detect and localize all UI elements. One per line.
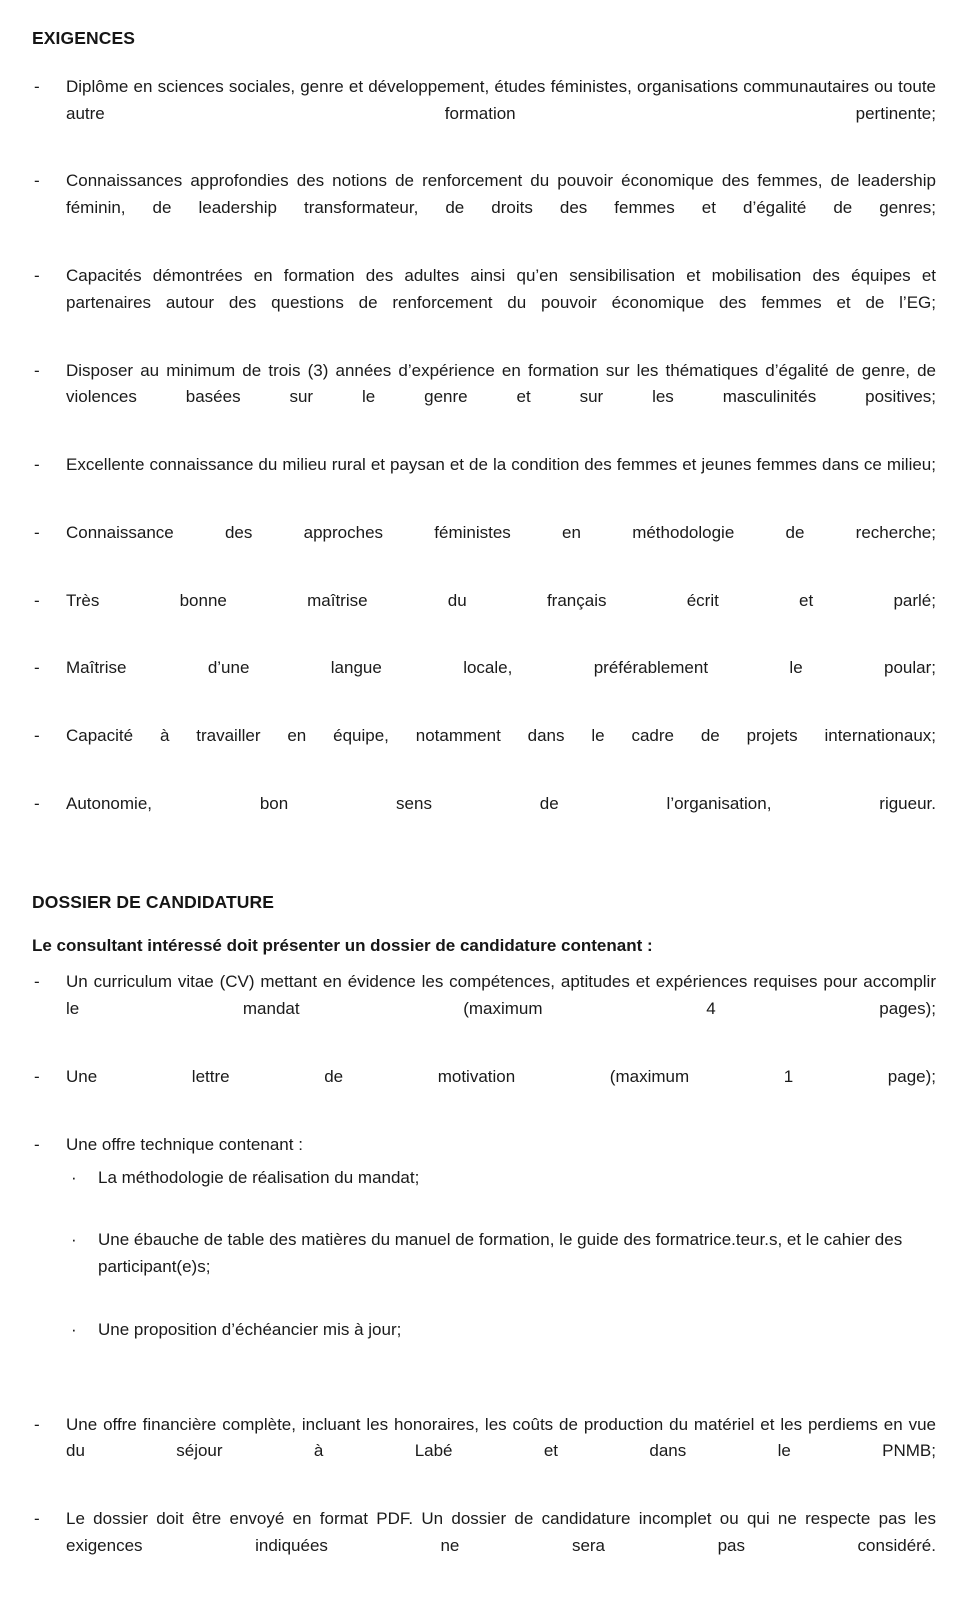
section-heading-exigences: EXIGENCES — [32, 28, 136, 48]
bullet-dash-icon: - — [34, 360, 40, 380]
bullet-middot-icon: · — [71, 1167, 77, 1187]
list-item-text: Excellente connaissance du milieu rural et paysan et de la condition des femmes et jeunes femmes dans ce milieu; — [66, 455, 936, 475]
bullet-dash-icon: - — [34, 1067, 40, 1087]
bullet-dash-icon: - — [34, 76, 40, 96]
list-item — [32, 168, 936, 249]
sub-list-item — [66, 1165, 936, 1219]
bullet-dash-icon: - — [34, 726, 40, 746]
bullet-dash-icon: - — [34, 266, 40, 286]
sub-list-item — [66, 1317, 936, 1371]
list-item — [32, 452, 936, 506]
list-item — [32, 263, 936, 344]
bullet-dash-icon: - — [34, 171, 40, 191]
list-item — [32, 1506, 936, 1587]
list-item — [32, 1412, 936, 1493]
sub-list-item-text: La méthodologie de réalisation du mandat; — [98, 1167, 420, 1187]
list-item-text: Très bonne maîtrise du français écrit et parlé; — [66, 590, 936, 610]
spacer — [32, 50, 936, 74]
bullet-dash-icon: - — [34, 522, 40, 542]
bullet-dash-icon: - — [34, 972, 40, 992]
list-item — [32, 358, 936, 439]
list-item-text: Autonomie, bon sens de l’organisation, rigueur. — [66, 793, 936, 813]
bullet-dash-icon: - — [34, 455, 40, 475]
list-item-text: Connaissances approfondies des notions de renforcement du pouvoir économique des femmes, de leadership féminin, de leadership transformateur, de droits des femmes et d’égalité de genres; — [66, 171, 936, 218]
bullet-dash-icon: - — [34, 658, 40, 678]
list-item-text: Un curriculum vitae (CV) mettant en évidence les compétences, aptitudes et expériences requises pour accomplir le mandat (maximum 4 pages); — [66, 972, 936, 1019]
bullet-middot-icon: · — [71, 1319, 77, 1339]
sub-list-item-text: Une ébauche de table des matières du manuel de formation, le guide des formatrice.teur.s, et le cahier des participant(e)s; — [98, 1230, 903, 1277]
bullet-dash-icon: - — [34, 1509, 40, 1529]
sub-list-item-text: Une proposition d’échéancier mis à jour; — [98, 1319, 402, 1339]
offre-technique-sublist — [66, 1165, 936, 1371]
exigences-list — [32, 74, 936, 845]
bullet-dash-icon: - — [34, 590, 40, 610]
list-item-text: Diplôme en sciences sociales, genre et développement, études féministes, organisations communautaires ou toute autre formation pertinente; — [66, 76, 936, 123]
list-item-text: Une offre financière complète, incluant les honoraires, les coûts de production du matériel et les perdiems en vue du séjour à Labé et dans le PNMB; — [66, 1414, 936, 1461]
spacer — [32, 957, 936, 969]
list-item-text: Maîtrise d’une langue locale, préférablement le poular; — [66, 658, 936, 678]
bullet-middot-icon: · — [71, 1230, 77, 1250]
section-heading-dossier-de-candidature: DOSSIER DE CANDIDATURE — [32, 891, 275, 912]
list-item-text: Une offre technique contenant : — [66, 1134, 303, 1154]
spacer — [32, 913, 936, 935]
list-item — [32, 1064, 936, 1118]
list-item-text: Disposer au minimum de trois (3) années d’expérience en formation sur les thématiques d’égalité de genre, de violences basées sur le genre et sur les masculinités positives; — [66, 360, 936, 407]
list-item-text: Le dossier doit être envoyé en format PDF. Un dossier de candidature incomplet ou qui ne respecte pas les exigences indiquées ne sera pas considéré. — [66, 1509, 936, 1555]
list-item-text: Une lettre de motivation (maximum 1 page); — [66, 1067, 936, 1087]
bullet-dash-icon: - — [34, 1414, 40, 1434]
dossier-list — [32, 969, 936, 1586]
list-item — [32, 723, 936, 777]
list-item — [32, 588, 936, 642]
sub-list-item — [66, 1227, 936, 1308]
list-item — [32, 1132, 936, 1398]
list-item — [32, 969, 936, 1050]
list-item-text: Capacité à travailler en équipe, notamment dans le cadre de projets internationaux; — [66, 726, 936, 746]
bullet-dash-icon: - — [34, 793, 40, 813]
bullet-dash-icon: - — [34, 1134, 40, 1154]
list-item — [32, 74, 936, 155]
spacer — [32, 845, 936, 892]
list-item — [32, 791, 936, 845]
list-item-text: Capacités démontrées en formation des adultes ainsi qu’en sensibilisation et mobilisation des équipes et partenaires autour des questions de renforcement du pouvoir économique des femmes et de l’EG; — [66, 266, 936, 312]
dossier-subheading: Le consultant intéressé doit présenter un dossier de candidature contenant : — [32, 936, 653, 956]
list-item-text: Connaissance des approches féministes en méthodologie de recherche; — [66, 522, 936, 542]
list-item — [32, 520, 936, 574]
list-item — [32, 655, 936, 709]
